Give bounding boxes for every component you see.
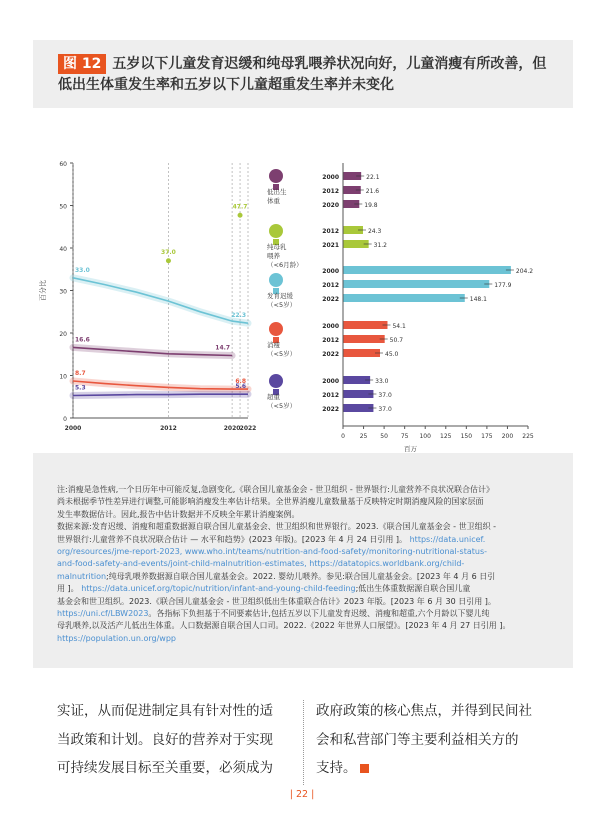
bar — [343, 266, 511, 274]
y-tick-label: 50 — [59, 203, 67, 211]
baby-icon — [269, 169, 283, 183]
source-link[interactable]: org/resources/jme-report-2023 — [57, 547, 180, 557]
legend-label: 低出生 — [267, 188, 287, 196]
bar-year-label: 2012 — [322, 392, 339, 399]
data-point-label: 47.7 — [232, 203, 248, 211]
end-mark-icon — [360, 764, 369, 773]
bar — [343, 280, 489, 288]
bar-year-label: 2022 — [322, 351, 339, 358]
data-point — [166, 258, 171, 263]
note-line: 发生率数据估计。因此,报告中估计数据并不反映全年累计消瘦案例。 — [57, 509, 300, 519]
source-link[interactable]: https://data.unicef. — [409, 534, 486, 544]
figure-badge: 图 12 — [58, 54, 106, 74]
bar-value-label: 37.0 — [378, 406, 392, 413]
bar-value-label: 148.1 — [469, 296, 487, 303]
y-tick-label: 40 — [59, 246, 67, 253]
legend-label: 体重 — [267, 197, 280, 205]
note-line: 母乳喂养,以及活产儿低出生体重。人口数据源自联合国人口司。2022.《2022 年世界人口展望》。[2023 年 4 月 27 日引用 ]。 — [57, 621, 511, 631]
bar-x-tick-label: 200 — [501, 433, 514, 440]
series-band — [73, 381, 248, 392]
bar-year-label: 2022 — [322, 406, 339, 413]
breastfeeding-icon — [269, 224, 283, 238]
bar-year-label: 2012 — [322, 228, 339, 235]
body-text-right — [316, 697, 532, 783]
x-tick-label: 2012 — [160, 425, 177, 432]
series-start-label: 16.6 — [75, 336, 90, 344]
y-axis-title: 百分比 — [39, 280, 47, 301]
note-line: 数据来源:发育迟缓、消瘦和超重数据源自联合国儿童基金会、世卫组织和世界银行。2023.《联合国儿童基金会 - 世卫组织 - — [57, 522, 496, 532]
body-line: 会和私营部门等主要利益相关方的 — [316, 731, 519, 748]
bar-value-label: 177.9 — [494, 282, 512, 289]
bar-year-label: 2012 — [322, 337, 339, 344]
bar-year-label: 2021 — [322, 242, 339, 249]
source-link[interactable]: and-food-safety-and-events/joint-child-malnutrition-estimates, https://datatopics.worldbank.org/child- — [57, 559, 465, 569]
chart-area — [33, 108, 573, 453]
bar-x-tick-label: 225 — [522, 433, 534, 440]
bar-value-label: 33.0 — [375, 378, 389, 385]
note-line: 尚未根据季节性差异进行调整,可能影响消瘦发生率估计结果。全世界消瘦儿童数量基于反映特定时期消瘦风险的国家层面 — [57, 497, 484, 507]
note-line: ;低出生体重数据源自联合国儿童 — [355, 584, 471, 594]
bar — [343, 335, 385, 343]
series-end-label: 5.6 — [235, 383, 246, 391]
data-point-label: 37.0 — [161, 248, 176, 256]
y-tick-label: 20 — [59, 331, 67, 338]
bar-value-label: 45.0 — [385, 351, 399, 358]
legend-label: 纯母乳 — [267, 243, 287, 251]
bar-year-label: 2020 — [322, 202, 339, 209]
bar — [343, 294, 465, 302]
body-line: 可持续发展目标至关重要，必须成为 — [57, 760, 273, 776]
bar-year-label: 2000 — [322, 174, 339, 181]
y-tick-label: 60 — [59, 161, 67, 168]
series-band — [73, 278, 248, 323]
bar-value-label: 204.2 — [515, 268, 534, 275]
source-link[interactable]: , www.who.int/teams/nutrition-and-food-safety/monitoring-nutritional-status- — [179, 547, 488, 557]
bar-x-tick-label: 0 — [341, 433, 345, 440]
x-tick-label: 2022 — [239, 425, 257, 432]
stunting-children-icon — [269, 273, 283, 287]
bar-x-axis-title: 百万 — [404, 445, 417, 453]
bar-year-label: 2022 — [322, 296, 339, 303]
figure-title-block — [58, 54, 558, 96]
series-end-label: 22.3 — [231, 312, 246, 320]
body-line: 政府政策的核心焦点，并得到民间社 — [316, 703, 532, 719]
note-line: 世界银行:儿童营养不良状况联合估计 — 水平和趋势》(2023 年版)。[2023 年 4 月 24 日引用 ]。 — [57, 534, 408, 544]
note-line: 用 ]。 — [57, 584, 79, 594]
series-start-label: 5.3 — [75, 384, 86, 392]
body-line: 支持。 — [316, 760, 357, 776]
body-line: 实证，从而促进制定具有针对性的适 — [57, 703, 273, 719]
x-tick-label: 2000 — [64, 425, 82, 432]
bar-x-tick-label: 75 — [400, 433, 409, 440]
bar-year-label: 2012 — [322, 188, 339, 195]
data-point — [238, 213, 243, 218]
source-link[interactable]: https://data.unicef.org/topic/nutrition/infant-and-young-child-feeding — [81, 584, 356, 594]
wasting-children-icon — [269, 322, 283, 336]
note-line: 基金会和世卫组织。2023.《联合国儿童基金会 - 世卫组织低出生体重联合估计》2023 年版。[2023 年 6 月 30 日引用 ]。 — [57, 596, 496, 606]
legend-label: 超重 — [267, 393, 280, 401]
bar-value-label: 19.8 — [364, 202, 378, 209]
legend-label: 喂养 — [267, 252, 280, 260]
bar — [343, 321, 387, 329]
legend-label: 发育迟缓 — [267, 292, 293, 300]
legend-label: （<5岁） — [267, 350, 297, 358]
series-end-label: 6.8 — [235, 378, 246, 386]
bar-value-label: 21.6 — [365, 188, 380, 195]
note-line: ;纯母乳喂养数据源自联合国儿童基金会。2022. 婴幼儿喂养。参见:联合国儿童基金会。[2023 年 4 月 6 日引 — [106, 571, 496, 581]
bar-value-label: 31.2 — [373, 242, 388, 249]
source-link[interactable]: malnutrition — [57, 571, 107, 581]
bar-value-label: 22.1 — [366, 174, 380, 181]
figure-title: 五岁以下儿童发育迟缓和纯母乳喂养状况向好，儿童消瘦有所改善，但低出生体重发生率和五岁以下儿童超重发生率并未变化 — [58, 56, 547, 93]
source-link[interactable]: https://uni.cf/LBW2023 — [57, 609, 149, 619]
y-tick-label: 10 — [59, 373, 67, 381]
x-tick-label: 2020 — [223, 425, 241, 432]
note-line: 。各指标下负担基于不同要素估计,包括五岁以下儿童发育迟缓、消瘦和超重,六个月龄以下婴儿纯 — [148, 609, 490, 619]
chart-svg — [33, 108, 573, 453]
body-text-left — [57, 697, 273, 783]
bar-year-label: 2000 — [322, 378, 339, 385]
y-tick-label: 0 — [63, 416, 67, 423]
bar-value-label: 50.7 — [389, 337, 404, 344]
series-start-label: 8.7 — [75, 370, 86, 378]
body-line: 当政策和计划。良好的营养对于实现 — [57, 731, 273, 748]
bar — [343, 349, 380, 357]
bar-x-tick-label: 175 — [481, 433, 493, 440]
series-end-label: 14.7 — [215, 344, 231, 352]
bar-x-tick-label: 125 — [440, 433, 452, 440]
series-start-label: 33.0 — [75, 266, 90, 274]
source-link[interactable]: https://population.un.org/wpp — [57, 633, 176, 643]
figure-notes — [57, 484, 553, 645]
y-tick-label: 30 — [59, 288, 67, 296]
column-divider — [303, 700, 304, 785]
bar-value-label: 54.1 — [392, 323, 406, 330]
bar-year-label: 2012 — [322, 282, 339, 289]
bar-x-tick-label: 50 — [380, 433, 388, 440]
bar-value-label: 37.0 — [378, 392, 392, 399]
legend-label: （<5岁） — [267, 301, 297, 309]
legend-label: （<6月龄） — [267, 261, 303, 269]
legend-label: （<5岁） — [267, 402, 297, 410]
bar-x-tick-label: 150 — [460, 433, 473, 440]
overweight-children-icon — [269, 374, 283, 388]
bar-value-label: 24.3 — [367, 228, 382, 235]
page-number: | 22 | — [289, 789, 315, 800]
bar-year-label: 2000 — [322, 268, 339, 275]
bar-x-tick-label: 25 — [359, 433, 368, 440]
note-line: 注:消瘦是急性病,一个日历年中可能反复,急剧变化,《联合国儿童基金会 - 世卫组织 - 世界银行:儿童营养不良状况联合估计》 — [57, 485, 494, 494]
bar-x-tick-label: 100 — [419, 433, 431, 440]
legend-label: 消瘦 — [267, 341, 280, 349]
bar-year-label: 2000 — [322, 323, 339, 330]
